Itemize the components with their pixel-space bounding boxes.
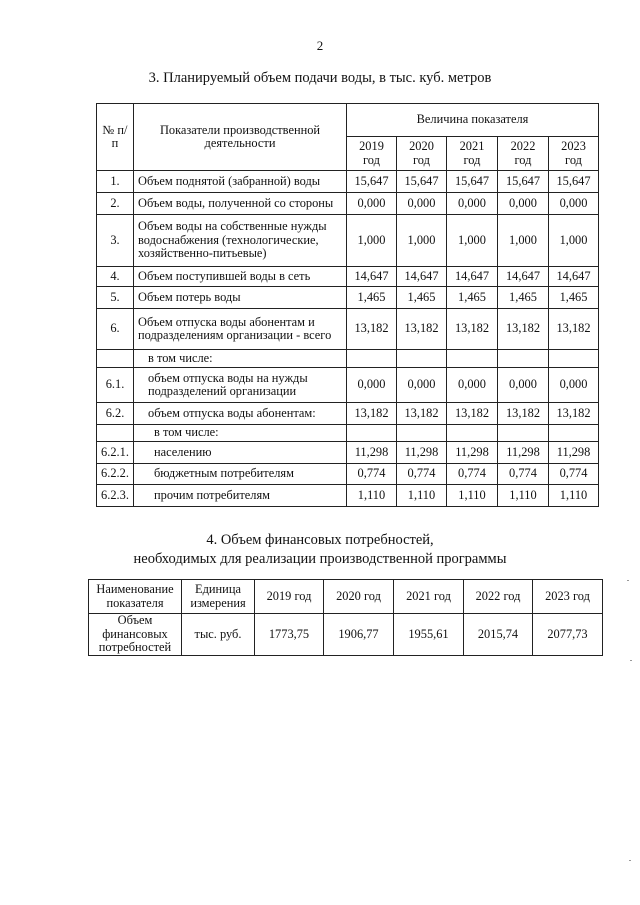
scan-mark xyxy=(629,860,631,861)
header-cell: Наименование показателя xyxy=(89,580,182,614)
row-value: 14,647 xyxy=(397,267,447,287)
row-value: 0,774 xyxy=(549,464,599,485)
row-value: 1,000 xyxy=(498,215,549,267)
table-row xyxy=(97,485,599,507)
row-value: 13,182 xyxy=(447,309,498,350)
scan-mark xyxy=(627,580,629,581)
row-value: 1,465 xyxy=(397,287,447,309)
row-num: 6.2.3. xyxy=(97,485,134,507)
row-value: 1,000 xyxy=(397,215,447,267)
row-value: 0,000 xyxy=(397,193,447,215)
row-value xyxy=(347,350,397,368)
table-header-row xyxy=(89,580,603,614)
row-value: 14,647 xyxy=(498,267,549,287)
row-value: 11,298 xyxy=(397,442,447,464)
row-value: 1,465 xyxy=(447,287,498,309)
row-label: объем отпуска воды на нужды подразделений организации xyxy=(134,368,347,403)
table-row xyxy=(97,403,599,425)
row-value: 13,182 xyxy=(549,309,599,350)
table-row xyxy=(97,368,599,403)
table-row xyxy=(97,267,599,287)
row-num: 4. xyxy=(97,267,134,287)
row-value: 0,000 xyxy=(447,193,498,215)
row-value: 15,647 xyxy=(498,171,549,193)
row-num: 2. xyxy=(97,193,134,215)
header-year: 2022 год xyxy=(498,137,549,171)
row-label: объем отпуска воды абонентам: xyxy=(134,403,347,425)
row-label: Объем потерь воды xyxy=(134,287,347,309)
row-value: 13,182 xyxy=(347,309,397,350)
header-cell: 2023 год xyxy=(533,580,603,614)
row-num: 3. xyxy=(97,215,134,267)
header-indicators: Показатели производственной деятельности xyxy=(134,104,347,171)
row-value: 1,465 xyxy=(549,287,599,309)
row-value: 15,647 xyxy=(397,171,447,193)
row-value: 13,182 xyxy=(447,403,498,425)
row-value xyxy=(447,350,498,368)
row-value: 13,182 xyxy=(549,403,599,425)
row-value: 0,000 xyxy=(447,368,498,403)
row-num: 5. xyxy=(97,287,134,309)
row-value: 1,110 xyxy=(549,485,599,507)
row-value: 0,000 xyxy=(347,193,397,215)
water-supply-table xyxy=(96,103,599,507)
row-value: 11,298 xyxy=(498,442,549,464)
header-cell: 2021 год xyxy=(394,580,464,614)
row-num: 6. xyxy=(97,309,134,350)
row-label: Объем поступившей воды в сеть xyxy=(134,267,347,287)
row-value xyxy=(397,425,447,442)
row-value: 11,298 xyxy=(447,442,498,464)
row-label: в том числе: xyxy=(134,425,347,442)
header-year: 2023 год xyxy=(549,137,599,171)
header-year: 2019 год xyxy=(347,137,397,171)
row-value: 1,000 xyxy=(549,215,599,267)
row-value: 14,647 xyxy=(347,267,397,287)
table-row xyxy=(97,193,599,215)
row-value: 0,000 xyxy=(549,193,599,215)
row-value: 0,000 xyxy=(549,368,599,403)
row-value: 14,647 xyxy=(447,267,498,287)
table-row xyxy=(89,614,603,656)
row-num: 6.2. xyxy=(97,403,134,425)
header-value-group: Величина показателя xyxy=(347,104,599,137)
row-value: 1,110 xyxy=(347,485,397,507)
row-value xyxy=(397,350,447,368)
row-value: 0,000 xyxy=(397,368,447,403)
row-value: 13,182 xyxy=(498,403,549,425)
section4-title-line2: необходимых для реализации производственной программы xyxy=(133,551,507,567)
table-row xyxy=(97,442,599,464)
header-year: 2021 год xyxy=(447,137,498,171)
row-unit: тыс. руб. xyxy=(182,614,255,656)
row-value: 2015,74 xyxy=(464,614,533,656)
row-label: прочим потребителям xyxy=(134,485,347,507)
financial-needs-table xyxy=(88,579,603,656)
table-row xyxy=(97,464,599,485)
row-value xyxy=(549,350,599,368)
header-cell: 2020 год xyxy=(324,580,394,614)
row-value: 14,647 xyxy=(549,267,599,287)
row-value: 13,182 xyxy=(498,309,549,350)
row-value: 0,774 xyxy=(397,464,447,485)
table-row xyxy=(97,350,599,368)
row-num xyxy=(97,425,134,442)
header-cell: 2019 год xyxy=(255,580,324,614)
row-value: 13,182 xyxy=(397,403,447,425)
row-value: 0,000 xyxy=(347,368,397,403)
row-value: 1,110 xyxy=(447,485,498,507)
row-value: 2077,73 xyxy=(533,614,603,656)
row-value: 15,647 xyxy=(347,171,397,193)
row-value: 1,000 xyxy=(447,215,498,267)
header-cell: Единица измерения xyxy=(182,580,255,614)
row-value xyxy=(447,425,498,442)
row-value xyxy=(498,425,549,442)
table-row xyxy=(97,309,599,350)
row-value: 1,110 xyxy=(397,485,447,507)
row-label: Объем поднятой (забранной) воды xyxy=(134,171,347,193)
row-label: Объем финансовых потребностей xyxy=(89,614,182,656)
row-label: Объем воды, полученной со стороны xyxy=(134,193,347,215)
row-label: Объем воды на собственные нужды водоснабжения (технологические, хозяйственно-питьевые) xyxy=(134,215,347,267)
row-label: населению xyxy=(134,442,347,464)
row-value: 15,647 xyxy=(447,171,498,193)
row-value: 1773,75 xyxy=(255,614,324,656)
row-num: 6.2.2. xyxy=(97,464,134,485)
row-value: 0,774 xyxy=(498,464,549,485)
row-num: 1. xyxy=(97,171,134,193)
section3-title: 3. Планируемый объем подачи воды, в тыс. куб. метров xyxy=(148,70,492,86)
table-row xyxy=(97,215,599,267)
row-value xyxy=(498,350,549,368)
section4-title-line1: 4. Объем финансовых потребностей, xyxy=(206,532,434,548)
row-value xyxy=(347,425,397,442)
row-value: 11,298 xyxy=(347,442,397,464)
row-label: бюджетным потребителям xyxy=(134,464,347,485)
table-row xyxy=(97,287,599,309)
row-value: 1906,77 xyxy=(324,614,394,656)
row-value: 15,647 xyxy=(549,171,599,193)
header-num: № п/п xyxy=(97,104,134,171)
row-value: 1,110 xyxy=(498,485,549,507)
row-label: в том числе: xyxy=(134,350,347,368)
row-value: 1,465 xyxy=(498,287,549,309)
row-value: 13,182 xyxy=(397,309,447,350)
row-value xyxy=(549,425,599,442)
row-value: 1,465 xyxy=(347,287,397,309)
row-value: 11,298 xyxy=(549,442,599,464)
page-number: 2 xyxy=(316,38,324,53)
row-num xyxy=(97,350,134,368)
table-row xyxy=(97,425,599,442)
row-value: 13,182 xyxy=(347,403,397,425)
row-value: 1,000 xyxy=(347,215,397,267)
row-value: 1955,61 xyxy=(394,614,464,656)
table-row xyxy=(97,171,599,193)
header-cell: 2022 год xyxy=(464,580,533,614)
row-label: Объем отпуска воды абонентам и подразделениям организации - всего xyxy=(134,309,347,350)
row-value: 0,774 xyxy=(447,464,498,485)
row-value: 0,774 xyxy=(347,464,397,485)
row-num: 6.2.1. xyxy=(97,442,134,464)
scan-mark xyxy=(630,660,632,661)
row-num: 6.1. xyxy=(97,368,134,403)
row-value: 0,000 xyxy=(498,368,549,403)
row-value: 0,000 xyxy=(498,193,549,215)
header-year: 2020 год xyxy=(397,137,447,171)
